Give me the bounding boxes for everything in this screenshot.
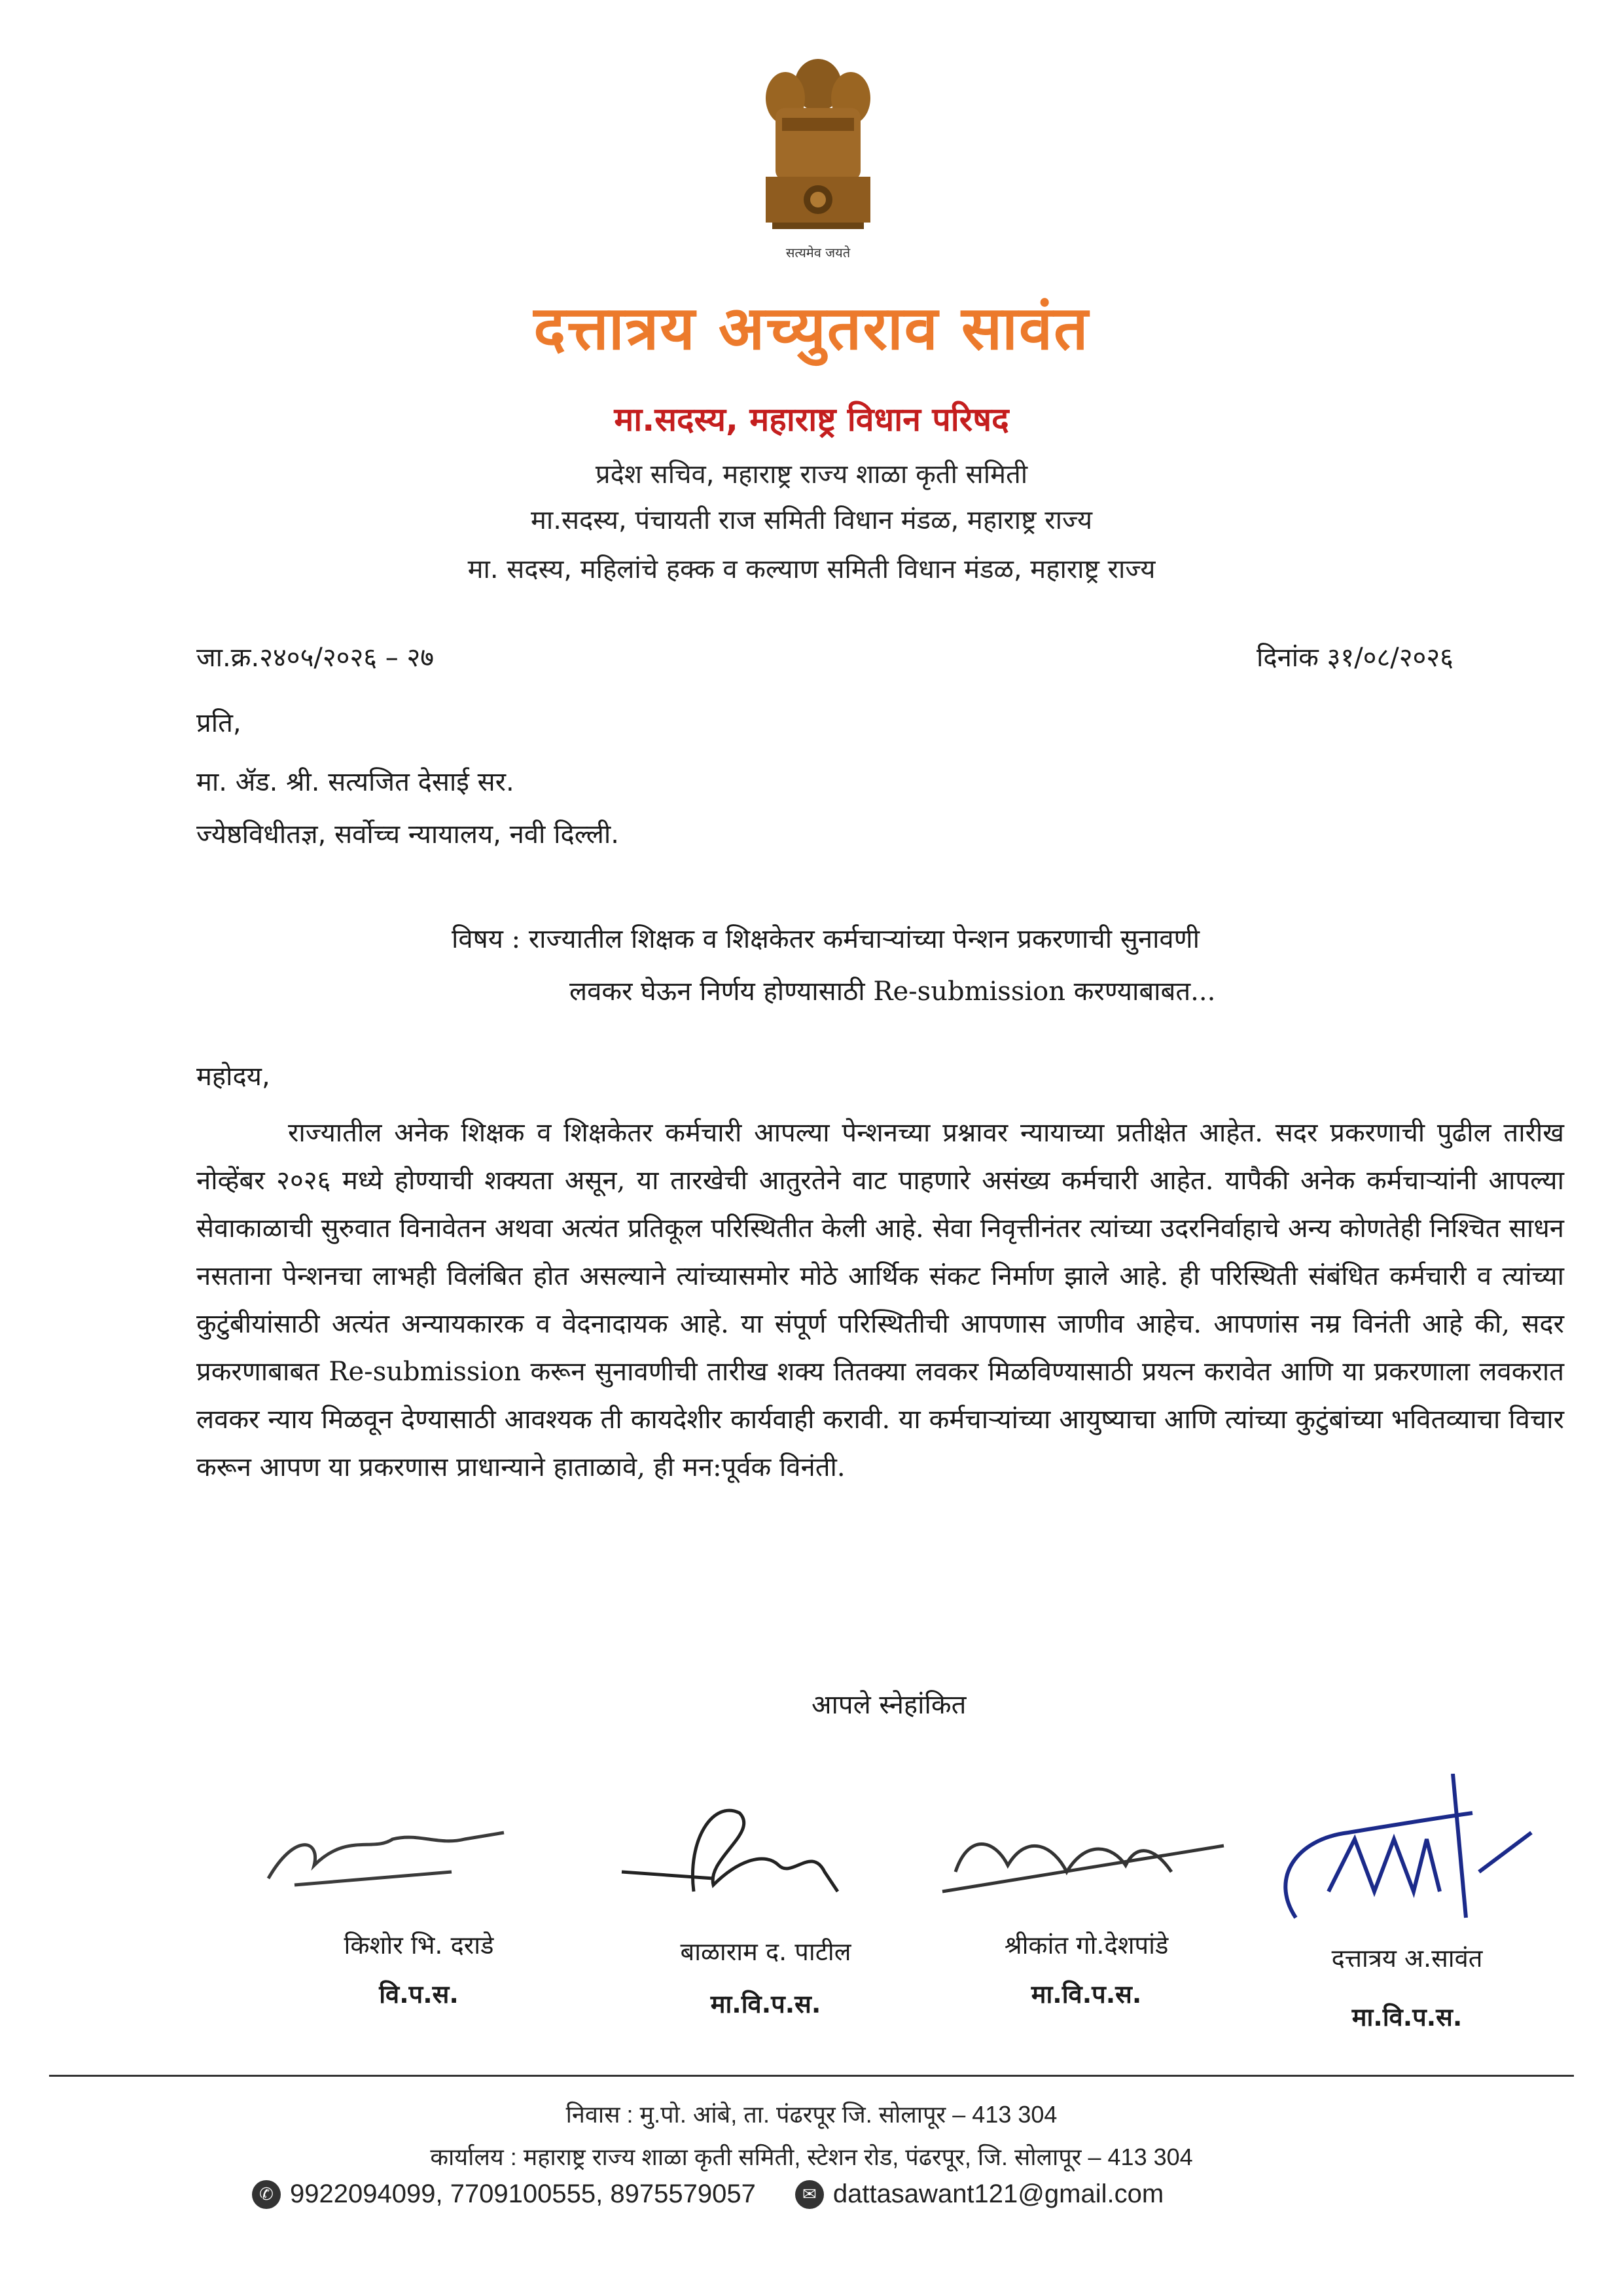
phone-icon: ✆: [252, 2180, 281, 2209]
signature-4: [1257, 1774, 1531, 1892]
national-emblem: [746, 46, 890, 262]
signatory-name: बाळाराम द. पाटील: [680, 1937, 851, 1966]
designation-main: मा.सदस्य, महाराष्ट्र विधान परिषद: [614, 401, 1009, 439]
signature-3: [936, 1793, 1211, 1911]
subject-line: लवकर घेऊन निर्णय होण्यासाठी Re-submission करण्याबाबत...: [569, 977, 1216, 1007]
designation-line: मा. सदस्य, महिलांचे हक्क व कल्याण समिती विधान मंडळ, महाराष्ट्र राज्य: [467, 554, 1156, 584]
email-address[interactable]: dattasawant121@gmail.com: [832, 2179, 1164, 2208]
office-address: कार्यालय : महाराष्ट्र राज्य शाळा कृती समिती, स्टेशन रोड, पंढरपूर, जि. सोलापूर – 413 304: [430, 2144, 1193, 2170]
signatory-name: दत्तात्रय अ.सावंत: [1331, 1944, 1483, 1973]
salutation: महोदय,: [196, 1062, 270, 1092]
signature-1: [255, 1793, 530, 1911]
designation-line: प्रदेश सचिव, महाराष्ट्र राज्य शाळा कृती समिती: [595, 459, 1028, 490]
reference-number: जा.क्र.२४०५/२०२६ – २७: [196, 643, 435, 673]
closing: आपले स्नेहांकित: [812, 1690, 967, 1720]
signatory-name: किशोर भि. दराडे: [344, 1931, 494, 1960]
signatory-designation: वि.प.स.: [379, 1980, 459, 2009]
signatory-name: श्रीकांत गो.देशपांडे: [1004, 1931, 1169, 1960]
phone-numbers: 9922094099, 7709100555, 8975579057: [290, 2179, 756, 2208]
footer-divider: [49, 2075, 1574, 2077]
signatory-designation: मा.वि.प.स.: [1351, 2003, 1463, 2032]
letter-date: दिनांक ३१/०८/२०२६: [1257, 643, 1454, 673]
contact-row: [252, 2179, 1164, 2209]
email-icon: ✉: [795, 2180, 824, 2209]
addressee-prefix: प्रति,: [196, 708, 241, 738]
emblem-motto: सत्यमेव जयते: [785, 245, 851, 260]
signature-2: [609, 1780, 883, 1898]
signatory-designation: मा.वि.प.स.: [1031, 1980, 1142, 2009]
designation-line: मा.सदस्य, पंचायती राज समिती विधान मंडळ, महाराष्ट्र राज्य: [530, 505, 1093, 535]
signatory-designation: मा.वि.प.स.: [710, 1990, 821, 2018]
body-paragraph: राज्यातील अनेक शिक्षक व शिक्षकेतर कर्मचारी आपल्या पेन्शनच्या प्रश्नावर न्यायाच्या प्रतीक्षेत आहेत. सदर प्रकरणाची पुढील तारीख नोव्हेंबर २०२६ मध्ये होण्याची शक्यता असून, या तारखेची आतुरतेने वाट पाहणारे असंख्य कर्मचारी आहेत. यापैकी अनेक कर्मचाऱ्यांनी आपल्या सेवाकाळाची सुरुवात विनावेतन अथवा अत्यंत प्रतिकूल परिस्थितीत केली आहे. सेवा निवृत्तीनंतर त्यांच्या उदरनिर्वाहाचे अन्य कोणतेही निश्चित साधन नसताना पेन्शनचा लाभही विलंबित होत असल्याने त्यांच्यासमोर मोठे आर्थिक संकट निर्माण झाले आहे. ही परिस्थिती संबंधित कर्मचारी व त्यांच्या कुटुंबीयांसाठी अत्यंत अन्यायकारक व वेदनादायक आहे. या संपूर्ण परिस्थितीची आपणास जाणीव आहेच. आपणांस नम्र विनंती आहे की, सदर प्रकरणाबाबत Re-submission करून सुनावणीची तारीख शक्य तितक्या लवकर मिळविण्यासाठी प्रयत्न करावेत आणि या प्रकरणाला लवकरात लवकर न्याय मिळवून देण्यासाठी आवश्यक ती कायदेशीर कार्यवाही करावी. या कर्मचाऱ्यांच्या आयुष्याचा आणि त्यांच्या कुटुंबांच्या भवितव्याचा विचार करून आपण या प्रकरणास प्राधान्याने हाताळावे, ही मन:पूर्वक विनंती.: [196, 1118, 1564, 1482]
subject-line: विषय : राज्यातील शिक्षक व शिक्षकेतर कर्मचाऱ्यांच्या पेन्शन प्रकरणाची सुनावणी: [452, 924, 1200, 954]
residence-address: निवास : मु.पो. आंबे, ता. पंढरपूर जि. सोलापूर – 413 304: [565, 2101, 1058, 2128]
sender-name: दत्तात्रय अच्युतराव सावंत: [533, 293, 1090, 363]
addressee-title: ज्येष्ठविधीतज्ञ, सर्वोच्च न्यायालय, नवी दिल्ली.: [196, 819, 619, 850]
addressee-name: मा. ॲड. श्री. सत्यजित देसाई सर.: [196, 767, 514, 797]
